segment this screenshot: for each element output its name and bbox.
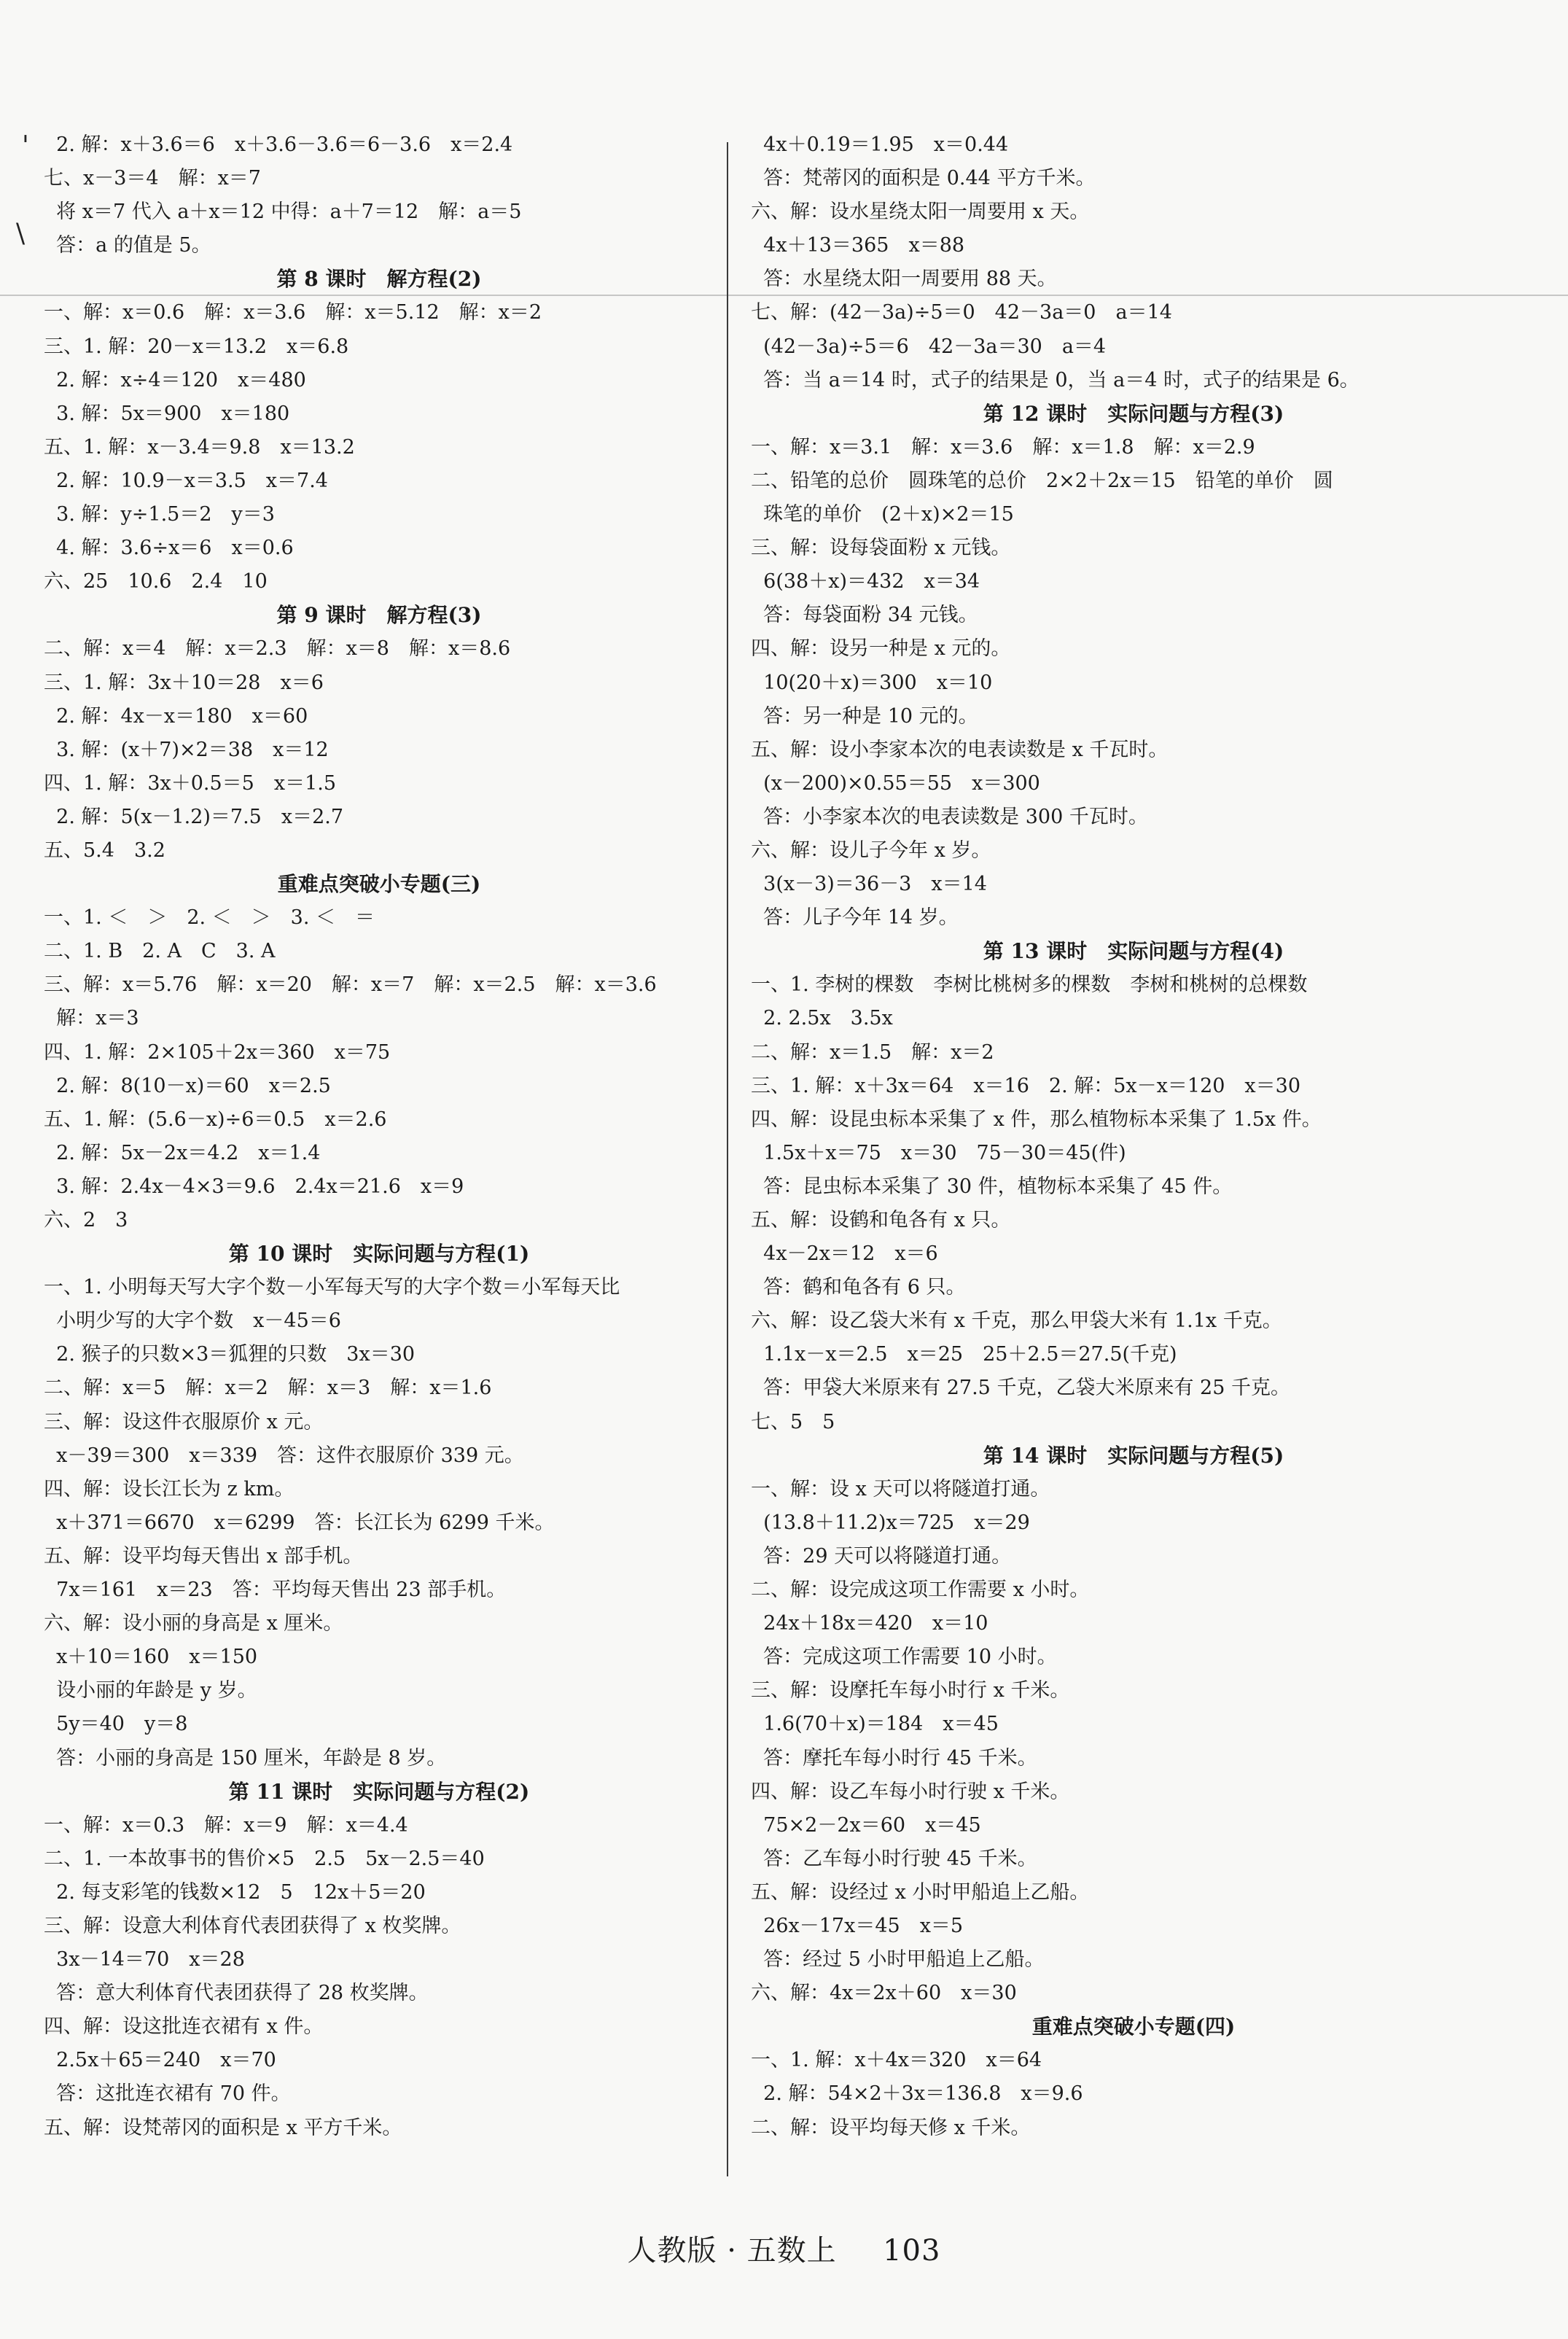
answer-line: 二、铅笔的总价 圆珠笔的总价 2×2＋2x＝15 铅笔的单价 圆 (751, 469, 1333, 492)
answer-line: 四、解：设另一种是 x 元的。 (751, 637, 1011, 661)
answer-line: 六、解：设小丽的身高是 x 厘米。 (44, 1612, 343, 1635)
answer-line: 三、1. 解：x＋3x＝64 x＝16 2. 解：5x－x＝120 x＝30 (751, 1074, 1301, 1097)
answer-line: 答：意大利体育代表团获得了 28 枚奖牌。 (44, 1982, 429, 2005)
answer-line: 2. 解：x÷4＝120 x＝480 (44, 368, 306, 392)
answer-line: 2. 猴子的只数×3＝狐狸的只数 3x＝30 (44, 1343, 416, 1366)
answer-line: 2. 解：5(x－1.2)＝7.5 x＝2.7 (44, 805, 344, 828)
answer-line: 三、1. 解：20－x＝13.2 x＝6.8 (44, 335, 349, 358)
section-heading: 第 11 课时 实际问题与方程(2) (228, 1779, 530, 1804)
answer-line: 7x＝161 x＝23 答：平均每天售出 23 部手机。 (44, 1579, 507, 1602)
answer-line: 二、解：x＝1.5 解：x＝2 (751, 1040, 994, 1064)
right-column (751, 128, 1516, 2145)
answer-line: 5y＝40 y＝8 (44, 1713, 188, 1736)
answer-line: 四、1. 解：2×105＋2x＝360 x＝75 (44, 1040, 391, 1064)
answer-line: 一、解：x＝0.3 解：x＝9 解：x＝4.4 (44, 1813, 408, 1837)
answer-line: 2. 解：x＋3.6＝6 x＋3.6－3.6＝6－3.6 x＝2.4 (44, 133, 513, 156)
answer-line: 3. 解：2.4x－4×3＝9.6 2.4x＝21.6 x＝9 (44, 1175, 464, 1198)
answer-line: 珠笔的单价 (2＋x)×2＝15 (751, 503, 1014, 526)
answer-line: 答：昆虫标本采集了 30 件，植物标本采集了 45 件。 (751, 1175, 1233, 1198)
answer-line: 三、解：x＝5.76 解：x＝20 解：x＝7 解：x＝2.5 解：x＝3.6 (44, 973, 657, 997)
answer-line: 答：另一种是 10 元的。 (751, 704, 978, 728)
answer-line: 七、解：(42－3a)÷5＝0 42－3a＝0 a＝14 (751, 301, 1172, 324)
answer-line: 一、解：设 x 天可以将隧道打通。 (751, 1477, 1050, 1501)
answer-line: 答：当 a＝14 时，式子的结果是 0，当 a＝4 时，式子的结果是 6。 (751, 368, 1360, 392)
answer-line: 6(38＋x)＝432 x＝34 (751, 570, 980, 593)
answer-line: 2. 每支彩笔的钱数×12 5 12x＋5＝20 (44, 1880, 426, 1904)
pen-mark: \ (16, 219, 26, 249)
answer-line: 2. 解：4x－x＝180 x＝60 (44, 704, 308, 728)
section-heading: 第 13 课时 实际问题与方程(4) (983, 939, 1284, 964)
answer-line: 答：小李家本次的电表读数是 300 千瓦时。 (751, 805, 1148, 828)
answer-line: 答：摩托车每小时行 45 千米。 (751, 1746, 1037, 1770)
answer-line: 三、解：设摩托车每小时行 x 千米。 (751, 1679, 1070, 1702)
answer-line: 一、1. 小明每天写大字个数－小军每天写的大字个数＝小军每天比 (44, 1276, 620, 1299)
answer-line: 3. 解：y÷1.5＝2 y＝3 (44, 503, 275, 526)
answer-line: 六、25 10.6 2.4 10 (44, 570, 268, 593)
column-divider (727, 142, 728, 2176)
answer-line: 4x＋13＝365 x＝88 (751, 234, 965, 257)
answer-line: 四、解：设这批连衣裙有 x 件。 (44, 2015, 324, 2039)
answer-line: 4. 解：3.6÷x＝6 x＝0.6 (44, 537, 294, 560)
page-footer (0, 2227, 1568, 2269)
answer-line: 六、2 3 (44, 1209, 128, 1231)
answer-line: 4x－2x＝12 x＝6 (751, 1242, 938, 1266)
answer-line: 三、解：设每袋面粉 x 元钱。 (751, 537, 1011, 560)
answer-line: 解：x＝3 (44, 1007, 139, 1030)
answer-line: 六、解：设乙袋大米有 x 千克，那么甲袋大米有 1.1x 千克。 (751, 1309, 1282, 1333)
answer-line: 答：a 的值是 5。 (44, 234, 211, 257)
answer-line: 七、x－3＝4 解：x＝7 (44, 167, 261, 190)
answer-line: 3(x－3)＝36－3 x＝14 (751, 873, 987, 896)
answer-line: 答：儿子今年 14 岁。 (751, 906, 959, 930)
answer-line: 答：梵蒂冈的面积是 0.44 平方千米。 (751, 167, 1096, 190)
answer-line: 26x－17x＝45 x＝5 (751, 1914, 964, 1937)
answer-line: 答：小丽的身高是 150 厘米，年龄是 8 岁。 (44, 1746, 447, 1770)
answer-line: 答：甲袋大米原来有 27.5 千克，乙袋大米原来有 25 千克。 (751, 1377, 1290, 1400)
answer-line: 四、解：设昆虫标本采集了 x 件，那么植物标本采集了 1.5x 件。 (751, 1108, 1322, 1131)
answer-line: 2. 2.5x 3.5x (751, 1007, 893, 1030)
answer-line: 六、解：4x＝2x＋60 x＝30 (751, 1982, 1017, 2005)
footer-grade: 五数上 (746, 2234, 837, 2268)
answer-line: 二、解：设平均每天修 x 千米。 (751, 2116, 1031, 2139)
answer-line: 五、解：设小李家本次的电表读数是 x 千瓦时。 (751, 738, 1169, 761)
answer-line: 五、解：设经过 x 小时甲船追上乙船。 (751, 1880, 1090, 1904)
footer-edition: 人教版 (627, 2234, 717, 2268)
answer-line: 2. 解：8(10－x)＝60 x＝2.5 (44, 1074, 331, 1097)
answer-line: 设小丽的年龄是 y 岁。 (44, 1679, 257, 1702)
answer-line: 小明少写的大字个数 x－45＝6 (44, 1309, 341, 1333)
answer-line: 1.6(70＋x)＝184 x＝45 (751, 1713, 999, 1736)
answer-line: 二、1. B 2. A C 3. A (44, 940, 276, 963)
left-column (44, 128, 714, 2145)
answer-line: 一、解：x＝0.6 解：x＝3.6 解：x＝5.12 解：x＝2 (44, 301, 542, 324)
answer-line: 五、解：设平均每天售出 x 部手机。 (44, 1544, 363, 1568)
answer-line: 2. 解：54×2＋3x＝136.8 x＝9.6 (751, 2082, 1083, 2106)
section-heading: 第 9 课时 解方程(3) (276, 603, 482, 628)
answer-line: (x－200)×0.55＝55 x＝300 (751, 771, 1040, 795)
answer-line: 答：29 天可以将隧道打通。 (751, 1544, 1012, 1568)
answer-line: (42－3a)÷5＝6 42－3a＝30 a＝4 (751, 335, 1107, 358)
answer-line: 答：鹤和龟各有 6 只。 (751, 1276, 966, 1299)
answer-line: 三、1. 解：3x＋10＝28 x＝6 (44, 671, 324, 694)
answer-line: 3. 解：(x＋7)×2＝38 x＝12 (44, 738, 329, 761)
answer-line: 一、1. ＜ ＞ 2. ＜ ＞ 3. ＜ ＝ (44, 906, 375, 930)
answer-line: 五、1. 解：(5.6－x)÷6＝0.5 x＝2.6 (44, 1108, 387, 1131)
answer-line: 将 x＝7 代入 a＋x＝12 中得：a＋7＝12 解：a＝5 (44, 201, 522, 224)
answer-line: 五、5.4 3.2 (44, 838, 165, 862)
answer-line: 答：每袋面粉 34 元钱。 (751, 604, 978, 627)
answer-line: 二、1. 一本故事书的售价×5 2.5 5x－2.5＝40 (44, 1847, 485, 1870)
answer-line: 1.1x－x＝2.5 x＝25 25＋2.5＝27.5(千克) (751, 1343, 1177, 1366)
answer-line: 10(20＋x)＝300 x＝10 (751, 671, 993, 694)
section-heading: 第 14 课时 实际问题与方程(5) (983, 1443, 1284, 1468)
answer-line: 答：这批连衣裙有 70 件。 (44, 2082, 291, 2106)
answer-line: 六、解：设儿子今年 x 岁。 (751, 838, 991, 862)
section-heading: 重难点突破小专题(三) (277, 872, 481, 897)
answer-line: 75×2－2x＝60 x＝45 (751, 1813, 981, 1837)
answer-line: 1.5x＋x＝75 x＝30 75－30＝45(件) (751, 1141, 1126, 1164)
answer-line: 2. 解：10.9－x＝3.5 x＝7.4 (44, 469, 328, 492)
answer-line: 3. 解：5x＝900 x＝180 (44, 402, 290, 425)
answer-line: 答：经过 5 小时甲船追上乙船。 (751, 1948, 1045, 1972)
answer-line: 一、1. 解：x＋4x＝320 x＝64 (751, 2049, 1042, 2072)
section-heading: 第 10 课时 实际问题与方程(1) (228, 1242, 530, 1266)
answer-line: 答：乙车每小时行驶 45 千米。 (751, 1847, 1037, 1870)
answer-line: 三、解：设这件衣服原价 x 元。 (44, 1410, 324, 1433)
answer-line: 五、解：设梵蒂冈的面积是 x 平方千米。 (44, 2116, 402, 2139)
answer-line: 4x＋0.19＝1.95 x＝0.44 (751, 133, 1009, 156)
section-heading: 第 8 课时 解方程(2) (276, 267, 482, 292)
pen-mark: ' (22, 131, 29, 161)
answer-line: 一、1. 李树的棵数 李树比桃树多的棵数 李树和桃树的总棵数 (751, 973, 1308, 997)
page-number: 103 (883, 2234, 941, 2268)
section-heading: 重难点突破小专题(四) (1031, 2015, 1236, 2039)
answer-line: x－39＝300 x＝339 答：这件衣服原价 339 元。 (44, 1444, 524, 1467)
answer-line: 24x＋18x＝420 x＝10 (751, 1612, 988, 1635)
answer-line: 四、1. 解：3x＋0.5＝5 x＝1.5 (44, 771, 337, 795)
answer-line: 四、解：设长江长为 z km。 (44, 1477, 295, 1501)
answer-line: 答：完成这项工作需要 10 小时。 (751, 1646, 1057, 1669)
answer-line: 六、解：设水星绕太阳一周要用 x 天。 (751, 201, 1090, 224)
answer-line: x＋10＝160 x＝150 (44, 1646, 258, 1669)
footer-separator: · (727, 2234, 737, 2268)
answer-line: 二、解：设完成这项工作需要 x 小时。 (751, 1579, 1090, 1602)
answer-line: (13.8＋11.2)x＝725 x＝29 (751, 1511, 1030, 1534)
answer-line: 四、解：设乙车每小时行驶 x 千米。 (751, 1780, 1070, 1803)
answer-line: 五、解：设鹤和龟各有 x 只。 (751, 1209, 1011, 1231)
answer-line: 答：水星绕太阳一周要用 88 天。 (751, 268, 1057, 291)
section-heading: 第 12 课时 实际问题与方程(3) (983, 401, 1284, 426)
answer-line: 3x－14＝70 x＝28 (44, 1948, 245, 1972)
answer-line: 二、解：x＝5 解：x＝2 解：x＝3 解：x＝1.6 (44, 1377, 492, 1400)
answer-line: 2.5x＋65＝240 x＝70 (44, 2049, 276, 2072)
answer-line: 三、解：设意大利体育代表团获得了 x 枚奖牌。 (44, 1914, 461, 1937)
answer-line: 一、解：x＝3.1 解：x＝3.6 解：x＝1.8 解：x＝2.9 (751, 435, 1255, 459)
answer-line: x＋371＝6670 x＝6299 答：长江长为 6299 千米。 (44, 1511, 555, 1534)
answer-line: 五、1. 解：x－3.4＝9.8 x＝13.2 (44, 435, 355, 459)
answer-line: 七、5 5 (751, 1410, 835, 1433)
answer-line: 2. 解：5x－2x＝4.2 x＝1.4 (44, 1141, 321, 1164)
answer-line: 二、解：x＝4 解：x＝2.3 解：x＝8 解：x＝8.6 (44, 637, 511, 661)
